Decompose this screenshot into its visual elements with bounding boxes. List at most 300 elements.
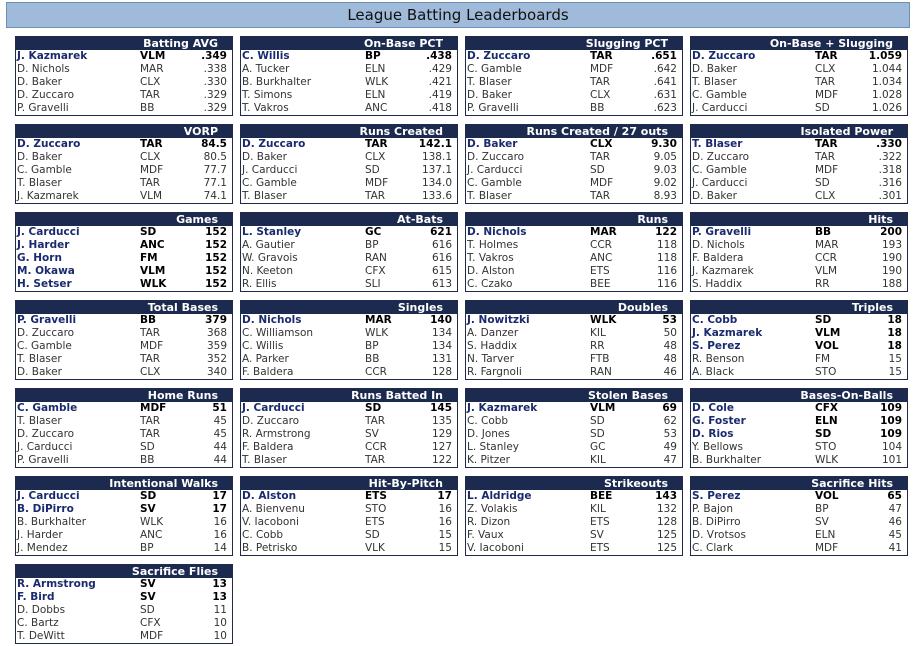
leader-row <box>466 327 682 340</box>
leaderboard-vorp <box>15 124 233 204</box>
team-abbr: CLX <box>815 63 836 75</box>
player-name: P. Gravelli <box>467 102 519 114</box>
leader-row <box>691 402 907 415</box>
leader-row <box>16 340 232 353</box>
player-name: T. Simons <box>242 89 293 101</box>
stat-value: .418 <box>428 102 452 114</box>
player-name: A. Gautier <box>242 239 295 251</box>
team-abbr: MDF <box>815 89 839 101</box>
stat-value: 18 <box>887 327 902 339</box>
stat-value: 10 <box>213 617 227 629</box>
leader-row <box>16 327 232 340</box>
stat-value: 128 <box>431 366 452 378</box>
player-name: R. Benson <box>692 353 745 365</box>
leader-row <box>466 314 682 327</box>
leaderboard-games <box>15 212 233 292</box>
leaderboard-title: On-Base PCT <box>241 37 457 50</box>
team-abbr: CCR <box>365 366 387 378</box>
stat-value: .301 <box>878 190 902 202</box>
leader-row <box>16 490 232 503</box>
leaderboard-stolen-bases <box>465 388 683 468</box>
team-abbr: TAR <box>140 415 161 427</box>
player-name: A. Parker <box>242 353 289 365</box>
team-abbr: CCR <box>590 239 612 251</box>
player-name: D. Zuccaro <box>17 327 75 339</box>
stat-value: 132 <box>656 503 677 515</box>
leaderboard-singles <box>240 300 458 380</box>
player-name: D. Jones <box>467 428 510 440</box>
stat-value: .641 <box>653 76 677 88</box>
stat-value: 1.026 <box>871 102 902 114</box>
leader-row <box>16 353 232 366</box>
team-abbr: KIL <box>590 454 606 466</box>
player-name: R. Ellis <box>242 278 277 290</box>
player-name: C. Gamble <box>692 164 747 176</box>
player-name: L. Stanley <box>467 441 519 453</box>
team-abbr: FTB <box>590 353 610 365</box>
leader-row <box>241 454 457 467</box>
stat-value: 116 <box>656 278 677 290</box>
stat-value: 129 <box>431 428 452 440</box>
stat-value: 379 <box>205 314 227 326</box>
stat-value: 14 <box>213 542 227 554</box>
team-abbr: SD <box>140 490 157 502</box>
leader-row <box>466 402 682 415</box>
leader-row <box>466 252 682 265</box>
player-name: C. Gamble <box>467 63 522 75</box>
leaderboard-title: Runs Created <box>241 125 457 138</box>
leader-row <box>16 164 232 177</box>
team-abbr: BP <box>140 542 154 554</box>
leader-row <box>691 63 907 76</box>
player-name: T. Blaser <box>242 454 287 466</box>
page-title: League Batting Leaderboards <box>6 2 910 28</box>
team-abbr: MAR <box>590 226 617 238</box>
leader-row <box>691 542 907 555</box>
team-abbr: ANC <box>365 102 388 114</box>
team-abbr: RAN <box>365 252 387 264</box>
player-name: D. Baker <box>17 151 62 163</box>
stat-value: 140 <box>430 314 452 326</box>
leader-row <box>16 265 232 278</box>
leaderboard-home-runs <box>15 388 233 468</box>
leader-row <box>466 516 682 529</box>
team-abbr: MDF <box>815 164 839 176</box>
leaderboard-title: VORP <box>16 125 232 138</box>
team-abbr: TAR <box>140 353 161 365</box>
leader-row <box>241 102 457 115</box>
team-abbr: SD <box>815 314 832 326</box>
team-abbr: ELN <box>365 89 386 101</box>
stat-value: .419 <box>428 89 452 101</box>
leader-row <box>16 604 232 617</box>
player-name: W. Gravois <box>242 252 298 264</box>
player-name: C. Williamson <box>242 327 314 339</box>
team-abbr: BEE <box>590 278 611 290</box>
stat-value: 10 <box>213 630 227 642</box>
leader-row <box>16 102 232 115</box>
stat-value: 46 <box>888 516 902 528</box>
leaderboard-slugging-pct <box>465 36 683 116</box>
stat-value: 77.1 <box>203 177 227 189</box>
team-abbr: RAN <box>590 366 612 378</box>
leaderboard-bases-on-balls <box>690 388 908 468</box>
leader-row <box>691 265 907 278</box>
stat-value: 134.0 <box>421 177 452 189</box>
stat-value: 69 <box>662 402 677 414</box>
leader-row <box>16 63 232 76</box>
stat-value: 9.03 <box>653 164 677 176</box>
stat-value: 16 <box>213 529 227 541</box>
leaderboard-title: Hits <box>691 213 907 226</box>
player-name: D. Baker <box>692 190 737 202</box>
team-abbr: SD <box>140 441 155 453</box>
leaderboard-title: Doubles <box>466 301 682 314</box>
leader-row <box>691 190 907 203</box>
stat-value: 152 <box>205 265 227 277</box>
team-abbr: SD <box>590 428 605 440</box>
leader-row <box>466 490 682 503</box>
player-name: M. Okawa <box>17 265 75 277</box>
stat-value: 134 <box>431 327 452 339</box>
player-name: T. Blaser <box>692 76 737 88</box>
leaderboard-strikeouts <box>465 476 683 556</box>
player-name: C. Gamble <box>467 177 522 189</box>
stat-value: 9.05 <box>653 151 677 163</box>
leaderboard-title: Total Bases <box>16 301 232 314</box>
team-abbr: RR <box>590 340 605 352</box>
leader-row <box>16 630 232 643</box>
leader-row <box>16 529 232 542</box>
team-abbr: MDF <box>815 542 839 554</box>
team-abbr: BB <box>815 226 832 238</box>
leaderboard-title: Intentional Walks <box>16 477 232 490</box>
stat-value: 125 <box>656 542 677 554</box>
leaderboard-title: On-Base + Slugging <box>691 37 907 50</box>
stat-value: 45 <box>213 415 227 427</box>
stat-value: 53 <box>662 314 677 326</box>
leader-row <box>466 177 682 190</box>
leader-row <box>466 138 682 151</box>
team-abbr: CLX <box>140 76 161 88</box>
leaderboard-hits <box>690 212 908 292</box>
leader-row <box>241 353 457 366</box>
leader-row <box>466 278 682 291</box>
leaderboard-title: Games <box>16 213 232 226</box>
player-name: T. Blaser <box>242 190 287 202</box>
stat-value: 122 <box>655 226 677 238</box>
player-name: D. Baker <box>17 76 62 88</box>
player-name: H. Setser <box>17 278 72 290</box>
leaderboard-on-base-slugging <box>690 36 908 116</box>
player-name: P. Bajon <box>692 503 734 515</box>
leader-row <box>241 138 457 151</box>
team-abbr: MDF <box>140 402 167 414</box>
leader-row <box>16 591 232 604</box>
leader-row <box>16 516 232 529</box>
player-name: L. Stanley <box>242 226 302 238</box>
stat-value: 65 <box>887 490 902 502</box>
player-name: B. Burkhalter <box>17 516 87 528</box>
stat-value: 47 <box>663 454 677 466</box>
leaderboard-runs-batted-in <box>240 388 458 468</box>
team-abbr: TAR <box>140 327 161 339</box>
player-name: D. Zuccaro <box>467 50 531 62</box>
leader-row <box>691 138 907 151</box>
leaderboard-title: Slugging PCT <box>466 37 682 50</box>
player-name: C. Gamble <box>692 89 747 101</box>
stat-value: 128 <box>656 516 677 528</box>
player-name: T. Vakros <box>467 252 514 264</box>
leaderboard-triples <box>690 300 908 380</box>
team-abbr: CLX <box>140 366 161 378</box>
player-name: J. Carducci <box>17 226 80 238</box>
stat-value: 84.5 <box>201 138 227 150</box>
leaderboard-total-bases <box>15 300 233 380</box>
team-abbr: WLK <box>815 454 839 466</box>
leaderboard-runs-created <box>240 124 458 204</box>
team-abbr: TAR <box>590 50 613 62</box>
stat-value: 1.034 <box>871 76 902 88</box>
leader-row <box>16 617 232 630</box>
stat-value: 352 <box>206 353 227 365</box>
stat-value: 17 <box>212 503 227 515</box>
team-abbr: GC <box>365 226 382 238</box>
player-name: J. Carducci <box>692 102 748 114</box>
stat-value: 18 <box>887 314 902 326</box>
player-name: B. Petrisko <box>242 542 298 554</box>
stat-value: 188 <box>881 278 902 290</box>
stat-value: 615 <box>431 265 452 277</box>
leader-row <box>466 63 682 76</box>
team-abbr: VOL <box>815 340 839 352</box>
leader-row <box>16 89 232 102</box>
team-abbr: TAR <box>815 138 838 150</box>
stat-value: 613 <box>431 278 452 290</box>
player-name: D. Alston <box>242 490 297 502</box>
leader-row <box>691 441 907 454</box>
team-abbr: ETS <box>590 265 610 277</box>
stat-value: 46 <box>663 366 677 378</box>
stat-value: .330 <box>203 76 227 88</box>
player-name: D. Baker <box>467 89 512 101</box>
team-abbr: MDF <box>590 177 614 189</box>
team-abbr: TAR <box>590 190 611 202</box>
stat-value: .316 <box>878 177 902 189</box>
team-abbr: ETS <box>590 542 610 554</box>
leader-row <box>466 415 682 428</box>
player-name: T. Blaser <box>17 415 62 427</box>
player-name: T. Vakros <box>242 102 289 114</box>
stat-value: 616 <box>431 252 452 264</box>
stat-value: .421 <box>428 76 452 88</box>
stat-value: 49 <box>663 441 677 453</box>
leader-row <box>16 177 232 190</box>
leader-row <box>466 503 682 516</box>
player-name: T. DeWitt <box>17 630 65 642</box>
team-abbr: TAR <box>365 415 386 427</box>
leaderboard-title: Runs Batted In <box>241 389 457 402</box>
leader-row <box>16 252 232 265</box>
team-abbr: STO <box>815 366 837 378</box>
stat-value: 616 <box>431 239 452 251</box>
leader-row <box>241 164 457 177</box>
team-abbr: MAR <box>365 314 392 326</box>
player-name: F. Vaux <box>467 529 504 541</box>
leader-row <box>466 151 682 164</box>
stat-value: 47 <box>888 503 902 515</box>
stat-value: 135 <box>431 415 452 427</box>
player-name: D. Alston <box>467 265 515 277</box>
stat-value: 190 <box>881 252 902 264</box>
leader-row <box>691 366 907 379</box>
leaderboard-doubles <box>465 300 683 380</box>
stat-value: 77.7 <box>203 164 227 176</box>
stat-value: 80.5 <box>203 151 227 163</box>
leaderboard-title: At-Bats <box>241 213 457 226</box>
stat-value: 13 <box>212 591 227 603</box>
team-abbr: BB <box>140 314 157 326</box>
leader-row <box>691 239 907 252</box>
team-abbr: VLK <box>365 542 385 554</box>
player-name: C. Willis <box>242 50 290 62</box>
stat-value: 15 <box>888 353 902 365</box>
team-abbr: ELN <box>815 529 836 541</box>
leaderboard-title: Runs <box>466 213 682 226</box>
stat-value: 16 <box>438 503 452 515</box>
player-name: A. Bienvenu <box>242 503 305 515</box>
team-abbr: STO <box>365 503 387 515</box>
team-abbr: MAR <box>140 63 164 75</box>
team-abbr: SV <box>815 516 829 528</box>
leader-row <box>466 265 682 278</box>
player-name: D. Baker <box>467 138 518 150</box>
stat-value: 9.02 <box>653 177 677 189</box>
player-name: P. Gravelli <box>17 314 77 326</box>
leaderboard-intentional-walks <box>15 476 233 556</box>
leader-row <box>241 89 457 102</box>
player-name: D. Baker <box>17 366 62 378</box>
leader-row <box>241 441 457 454</box>
leader-row <box>241 63 457 76</box>
player-name: C. Gamble <box>17 164 72 176</box>
leader-row <box>16 239 232 252</box>
player-name: Y. Bellows <box>692 441 743 453</box>
team-abbr: VLM <box>140 265 166 277</box>
team-abbr: SV <box>140 578 156 590</box>
leader-row <box>466 454 682 467</box>
leader-row <box>691 503 907 516</box>
stat-value: 44 <box>213 441 227 453</box>
leader-row <box>466 164 682 177</box>
stat-value: .322 <box>878 151 902 163</box>
team-abbr: SD <box>590 415 605 427</box>
leader-row <box>241 340 457 353</box>
player-name: R. Armstrong <box>242 428 311 440</box>
leaderboard-title: Isolated Power <box>691 125 907 138</box>
player-name: P. Gravelli <box>17 454 69 466</box>
stat-value: 142.1 <box>418 138 452 150</box>
player-name: B. DiPirro <box>692 516 741 528</box>
stat-value: 9.30 <box>651 138 677 150</box>
team-abbr: GC <box>590 441 606 453</box>
leaderboard-title: Home Runs <box>16 389 232 402</box>
leader-row <box>241 490 457 503</box>
leader-row <box>241 314 457 327</box>
stat-value: 125 <box>656 529 677 541</box>
player-name: Z. Volakis <box>467 503 518 515</box>
stat-value: 116 <box>656 265 677 277</box>
leader-row <box>241 516 457 529</box>
player-name: D. Zuccaro <box>692 50 756 62</box>
leader-row <box>16 402 232 415</box>
player-name: D. Baker <box>692 63 737 75</box>
team-abbr: VLM <box>140 190 163 202</box>
leader-row <box>16 503 232 516</box>
player-name: J. Kazmarek <box>692 327 763 339</box>
leader-row <box>241 177 457 190</box>
leader-row <box>16 415 232 428</box>
player-name: R. Armstrong <box>17 578 96 590</box>
team-abbr: MAR <box>815 239 839 251</box>
team-abbr: ETS <box>590 516 610 528</box>
player-name: C. Czako <box>467 278 513 290</box>
player-name: F. Baldera <box>242 441 294 453</box>
player-name: J. Mendez <box>17 542 68 554</box>
player-name: J. Nowitzki <box>467 314 530 326</box>
player-name: D. Zuccaro <box>692 151 750 163</box>
leader-row <box>691 353 907 366</box>
team-abbr: TAR <box>815 50 838 62</box>
leader-row <box>466 542 682 555</box>
leader-row <box>16 578 232 591</box>
stat-value: 131 <box>431 353 452 365</box>
team-abbr: VLM <box>140 50 166 62</box>
team-abbr: VLM <box>590 402 616 414</box>
team-abbr: TAR <box>590 151 611 163</box>
team-abbr: ANC <box>590 252 613 264</box>
team-abbr: WLK <box>590 314 617 326</box>
stat-value: 368 <box>206 327 227 339</box>
player-name: C. Gamble <box>17 402 78 414</box>
stat-value: 74.1 <box>203 190 227 202</box>
stat-value: 122 <box>431 454 452 466</box>
player-name: C. Bartz <box>17 617 59 629</box>
team-abbr: BP <box>365 50 381 62</box>
leader-row <box>691 102 907 115</box>
player-name: D. Zuccaro <box>242 415 300 427</box>
team-abbr: STO <box>815 441 837 453</box>
leader-row <box>691 340 907 353</box>
player-name: D. Rios <box>692 428 734 440</box>
stat-value: 16 <box>438 516 452 528</box>
team-abbr: SD <box>815 177 830 189</box>
leader-row <box>466 428 682 441</box>
team-abbr: SD <box>140 226 157 238</box>
team-abbr: ETS <box>365 516 385 528</box>
leaderboard-sacrifice-hits <box>690 476 908 556</box>
stat-value: 152 <box>205 239 227 251</box>
leader-row <box>16 428 232 441</box>
stat-value: 13 <box>212 578 227 590</box>
leaderboard-batting-avg <box>15 36 233 116</box>
leader-row <box>466 50 682 63</box>
leader-row <box>16 314 232 327</box>
leader-row <box>16 542 232 555</box>
stat-value: 18 <box>887 340 902 352</box>
leader-row <box>241 252 457 265</box>
stat-value: .631 <box>653 89 677 101</box>
